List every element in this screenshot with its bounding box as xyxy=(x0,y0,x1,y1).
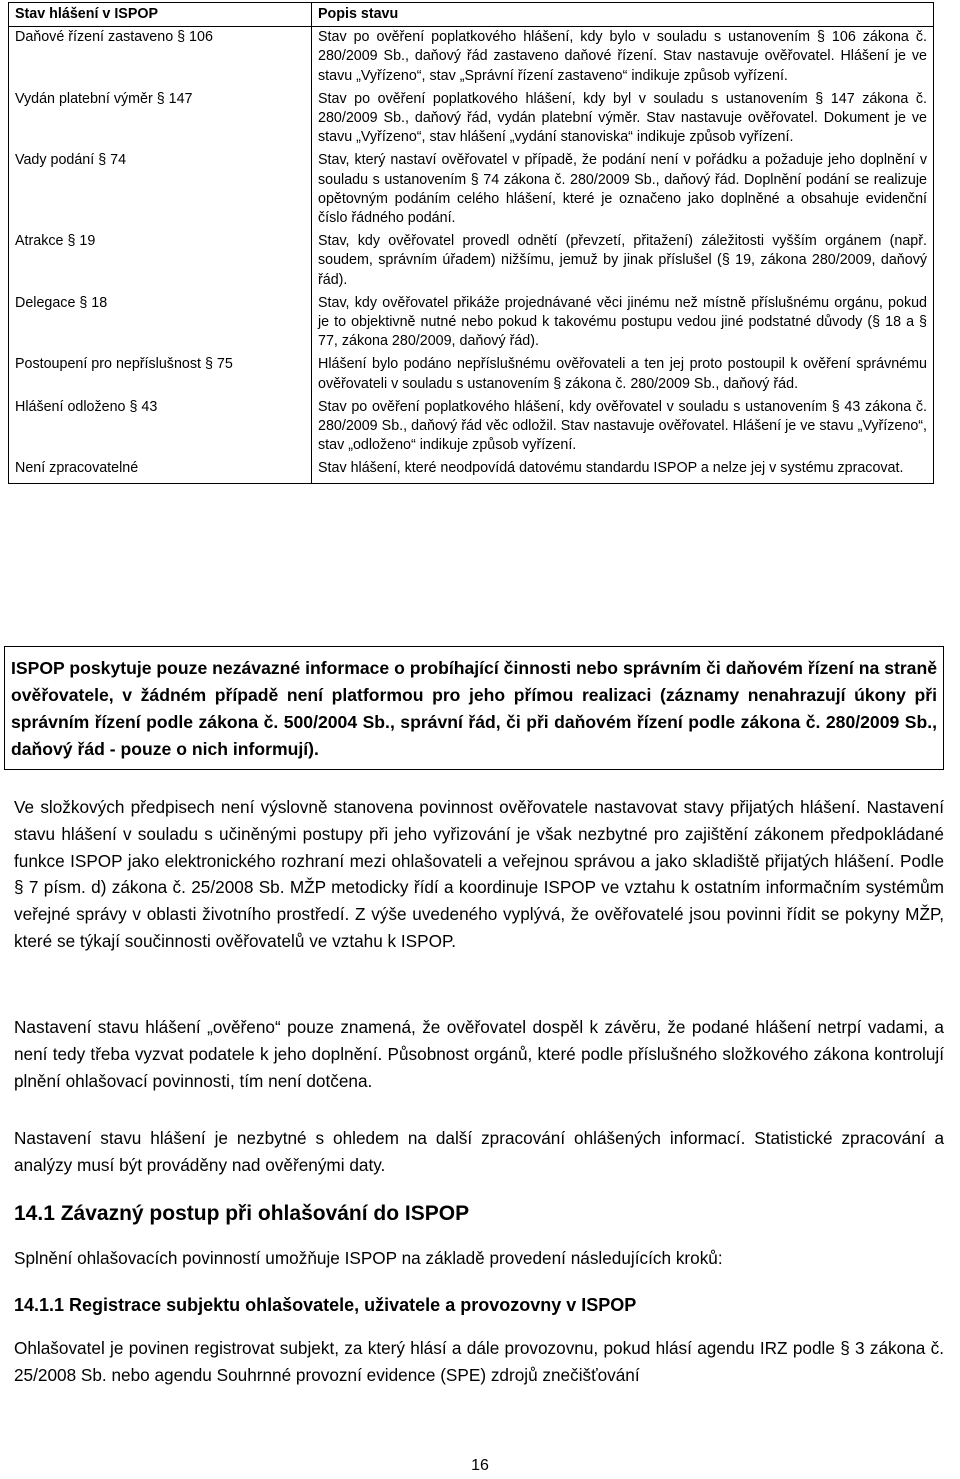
status-table xyxy=(8,2,934,484)
page-number: 16 xyxy=(471,1457,489,1474)
row-description: Stav, který nastaví ověřovatel v případě, že podání není v pořádku a požaduje jeho doplnění v souladu s ustanovením § 74 zákona č. 280/2009 Sb., daňový řád. Doplnění podání se realizuje opětovným podáním celého hlášení, které je označeno jako doplněné a obsahuje evidenční číslo řádného podání. xyxy=(312,150,934,231)
row-description: Stav po ověření poplatkového hlášení, kdy byl v souladu s ustanovením § 147 zákona č. 280/2009 Sb., daňový řád, vydán platební výměr. Stav nastavuje ověřovatel. Dokument je ve stavu „Vyřízeno“, stav hlášení „vydání stanoviska“ indikuje způsob vyřízení. xyxy=(312,89,934,151)
row-description: Stav po ověření poplatkového hlášení, kdy ověřovatel v souladu s ustanovením § 43 zákona č. 280/2009 Sb., daňový řád věc odložil. Stav nastavuje ověřovatel. Hlášení je ve stavu „Vyřízeno“, stav „odloženo“ indikuje způsob vyřízení. xyxy=(312,397,934,459)
row-state: Vady podání § 74 xyxy=(9,150,312,231)
table-row xyxy=(9,354,934,396)
table-row xyxy=(9,27,934,89)
row-state: Postoupení pro nepříslušnost § 75 xyxy=(9,354,312,396)
paragraph-14-1: Splnění ohlašovacích povinností umožňuje ISPOP na základě provedení následujících kroků: xyxy=(14,1248,723,1268)
table-row xyxy=(9,293,934,355)
paragraph-14-1-1: Ohlašovatel je povinen registrovat subjekt, za který hlásí a dále provozovnu, pokud hlásí agendu IRZ podle § 3 zákona č. 25/2008 Sb. nebo agendu Souhrnné provozní evidence (SPE) zdrojů znečišťování xyxy=(14,1338,944,1385)
row-state: Hlášení odloženo § 43 xyxy=(9,397,312,459)
header-description: Popis stavu xyxy=(312,3,934,27)
row-state: Daňové řízení zastaveno § 106 xyxy=(9,27,312,89)
row-description: Stav hlášení, které neodpovídá datovému standardu ISPOP a nelze jej v systému zpracovat. xyxy=(312,458,934,483)
section-heading-14-1-1: 14.1.1 Registrace subjektu ohlašovatele, uživatele a provozovny v ISPOP xyxy=(14,1295,637,1315)
paragraph-verified-state: Nastavení stavu hlášení „ověřeno“ pouze znamená, že ověřovatel dospěl k závěru, že podané hlášení netrpí vadami, a není tedy třeba vyzvat podatele k jeho doplnění. Působnost orgánů, které podle příslušného složkového zákona kontrolují plnění ohlašovací povinnosti, tím není dotčena. xyxy=(14,1017,944,1091)
paragraph-verification-duty: Ve složkových předpisech není výslovně stanovena povinnost ověřovatele nastavovat stavy přijatých hlášení. Nastavení stavu hlášení v souladu s učiněnými postupy při jeho vyřizování je však nezbytné pro zajištění zákonem předpokládané funkce ISPOP jako elektronického rozhraní mezi ohlašovateli a veřejnou správou a jako skladiště přijatých hlášení. Podle § 7 písm. d) zákona č. 25/2008 Sb. MŽP metodicky řídí a koordinuje ISPOP ve vztahu k ostatním informačním systémům veřejné správy v oblasti životního prostředí. Z výše uvedeného vyplývá, že ověřovatelé jsou povinni řídit se pokyny MŽP, které se týkají součinnosti ověřovatelů ve vztahu k ISPOP. xyxy=(14,797,944,951)
row-state: Vydán platební výměr § 147 xyxy=(9,89,312,151)
row-state: Atrakce § 19 xyxy=(9,231,312,293)
table-row xyxy=(9,150,934,231)
row-description: Stav, kdy ověřovatel přikáže projednávané věci jinému než místně příslušnému orgánu, pokud je to objektivně nutné nebo pokud k takovému postupu vedou jiné podstatné důvody (§ 18 a § 77, zákona 280/2009, daňový řád). xyxy=(312,293,934,355)
table-row xyxy=(9,397,934,459)
ispop-notice-box: ISPOP poskytuje pouze nezávazné informace o probíhající činnosti nebo správním či daňovém řízení na straně ověřovatele, v žádném případě není platformou pro jeho přímou realizaci (záznamy nenahrazují úkony při správním řízení podle zákona č. 500/2004 Sb., správní řád, či při daňovém řízení podle zákona č. 280/2009 Sb., daňový řád - pouze o nich informují). xyxy=(4,646,944,770)
row-state: Není zpracovatelné xyxy=(9,458,312,483)
table-row xyxy=(9,89,934,151)
row-description: Hlášení bylo podáno nepříslušnému ověřovateli a ten jej proto postoupil k ověření správnému ověřovateli v souladu s ustanovením § zákona č. 280/2009 Sb., daňový řád. xyxy=(312,354,934,396)
header-state: Stav hlášení v ISPOP xyxy=(9,3,312,27)
row-description: Stav, kdy ověřovatel provedl odnětí (převzetí, přitažení) záležitosti vyšším orgánem (např. soudem, správním úřadem) nižšímu, jemuž by jinak příslušel (§ 19, zákona 280/2009, daňový řád). xyxy=(312,231,934,293)
row-state: Delegace § 18 xyxy=(9,293,312,355)
row-description: Stav po ověření poplatkového hlášení, kdy bylo v souladu s ustanovením § 106 zákona č. 280/2009 Sb., daňový řád zastaveno daňové řízení. Stav nastavuje ověřovatel. Hlášení je ve stavu „Vyřízeno“, stav „Správní řízení zastaveno“ indikuje způsob vyřízení. xyxy=(312,27,934,89)
table-header-row xyxy=(9,3,934,27)
table-row xyxy=(9,458,934,483)
paragraph-processing: Nastavení stavu hlášení je nezbytné s ohledem na další zpracování ohlášených informací. Statistické zpracování a analýzy musí být prováděny nad ověřenými daty. xyxy=(14,1128,944,1175)
table-row xyxy=(9,231,934,293)
section-heading-14-1: 14.1 Závazný postup při ohlašování do ISPOP xyxy=(14,1202,470,1225)
